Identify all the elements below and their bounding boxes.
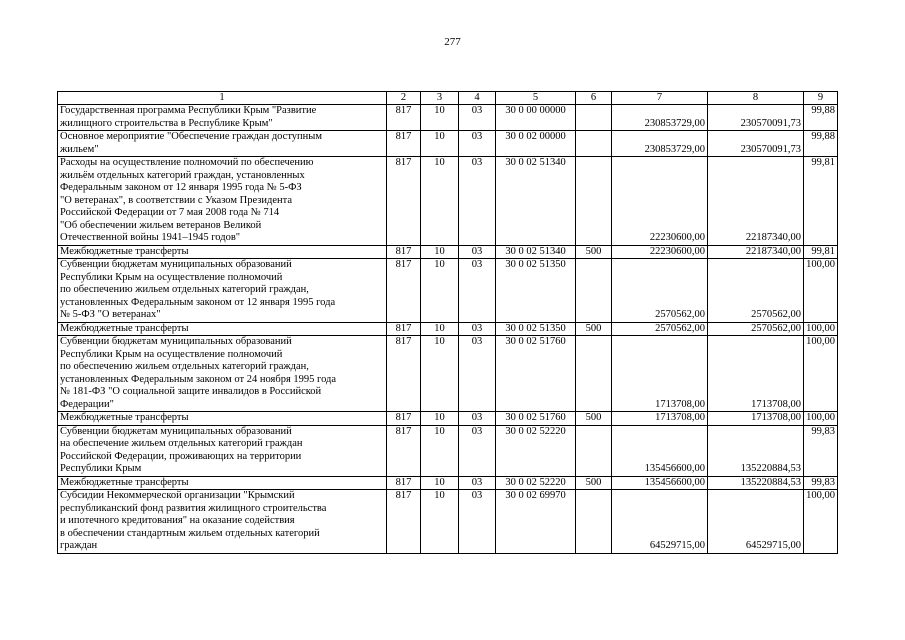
expense-type-cell	[576, 157, 612, 246]
section-code-cell: 10	[421, 336, 459, 412]
actual-amount-cell: 22187340,00	[708, 157, 804, 246]
table-row	[58, 336, 838, 412]
table-row	[58, 412, 838, 426]
header-row	[58, 92, 838, 105]
execution-percent-cell: 99,88	[804, 105, 838, 131]
header-cell: 8	[708, 92, 804, 105]
item-name-cell: Субвенции бюджетам муниципальных образований на обеспечение жильем отдельных категорий граждан Российской Федерации, проживающих на территории Республики Крым	[58, 425, 387, 476]
subsection-code-cell: 03	[459, 322, 496, 336]
table-row	[58, 490, 838, 554]
header-cell: 1	[58, 92, 387, 105]
item-name-cell: Основное мероприятие "Обеспечение граждан доступным жильем"	[58, 131, 387, 157]
expense-type-cell	[576, 490, 612, 554]
planned-amount-cell: 1713708,00	[612, 336, 708, 412]
execution-percent-cell: 99,83	[804, 476, 838, 490]
section-code-cell: 10	[421, 490, 459, 554]
expense-type-cell	[576, 425, 612, 476]
table-row	[58, 259, 838, 323]
section-code-cell: 10	[421, 412, 459, 426]
subsection-code-cell: 03	[459, 245, 496, 259]
ministry-code-cell: 817	[387, 476, 421, 490]
actual-amount-cell: 1713708,00	[708, 336, 804, 412]
budget-table	[57, 91, 838, 554]
header-cell: 3	[421, 92, 459, 105]
ministry-code-cell: 817	[387, 412, 421, 426]
planned-amount-cell: 22230600,00	[612, 245, 708, 259]
ministry-code-cell: 817	[387, 336, 421, 412]
item-name-cell: Расходы на осуществление полномочий по обеспечению жильём отдельных категорий граждан, установленных Федеральным законом от 12 января 1995 года № 5-ФЗ "О ветеранах", в соответствии с Указом Президента Российской Федерации от 7 мая 2008 года № 714 "Об обеспечении жильем ветеранов Великой Отечественной войны 1941–1945 годов"	[58, 157, 387, 246]
execution-percent-cell: 100,00	[804, 336, 838, 412]
ministry-code-cell: 817	[387, 245, 421, 259]
planned-amount-cell: 135456600,00	[612, 425, 708, 476]
planned-amount-cell: 2570562,00	[612, 322, 708, 336]
ministry-code-cell: 817	[387, 131, 421, 157]
target-article-cell: 30 0 02 51760	[496, 412, 576, 426]
planned-amount-cell: 64529715,00	[612, 490, 708, 554]
target-article-cell: 30 0 02 51340	[496, 245, 576, 259]
item-name-cell: Межбюджетные трансферты	[58, 245, 387, 259]
section-code-cell: 10	[421, 259, 459, 323]
subsection-code-cell: 03	[459, 476, 496, 490]
section-code-cell: 10	[421, 425, 459, 476]
actual-amount-cell: 22187340,00	[708, 245, 804, 259]
table-row	[58, 476, 838, 490]
table-row	[58, 131, 838, 157]
target-article-cell: 30 0 02 52220	[496, 476, 576, 490]
actual-amount-cell: 135220884,53	[708, 425, 804, 476]
section-code-cell: 10	[421, 157, 459, 246]
header-cell: 4	[459, 92, 496, 105]
planned-amount-cell: 22230600,00	[612, 157, 708, 246]
item-name-cell: Государственная программа Республики Крым "Развитие жилищного строительства в Республике Крым"	[58, 105, 387, 131]
target-article-cell: 30 0 00 00000	[496, 105, 576, 131]
actual-amount-cell: 135220884,53	[708, 476, 804, 490]
actual-amount-cell: 230570091,73	[708, 105, 804, 131]
execution-percent-cell: 99,83	[804, 425, 838, 476]
target-article-cell: 30 0 02 69970	[496, 490, 576, 554]
planned-amount-cell: 230853729,00	[612, 131, 708, 157]
expense-type-cell	[576, 131, 612, 157]
ministry-code-cell: 817	[387, 490, 421, 554]
expense-type-cell	[576, 259, 612, 323]
header-cell: 5	[496, 92, 576, 105]
planned-amount-cell: 135456600,00	[612, 476, 708, 490]
section-code-cell: 10	[421, 322, 459, 336]
planned-amount-cell: 230853729,00	[612, 105, 708, 131]
table-row	[58, 425, 838, 476]
actual-amount-cell: 1713708,00	[708, 412, 804, 426]
target-article-cell: 30 0 02 51350	[496, 259, 576, 323]
subsection-code-cell: 03	[459, 490, 496, 554]
subsection-code-cell: 03	[459, 131, 496, 157]
header-cell: 2	[387, 92, 421, 105]
subsection-code-cell: 03	[459, 425, 496, 476]
table-row	[58, 157, 838, 246]
actual-amount-cell: 2570562,00	[708, 322, 804, 336]
ministry-code-cell: 817	[387, 157, 421, 246]
actual-amount-cell: 230570091,73	[708, 131, 804, 157]
section-code-cell: 10	[421, 131, 459, 157]
target-article-cell: 30 0 02 51340	[496, 157, 576, 246]
expense-type-cell	[576, 105, 612, 131]
table-row	[58, 322, 838, 336]
execution-percent-cell: 99,88	[804, 131, 838, 157]
execution-percent-cell: 100,00	[804, 259, 838, 323]
execution-percent-cell: 100,00	[804, 412, 838, 426]
section-code-cell: 10	[421, 245, 459, 259]
planned-amount-cell: 2570562,00	[612, 259, 708, 323]
actual-amount-cell: 2570562,00	[708, 259, 804, 323]
execution-percent-cell: 99,81	[804, 245, 838, 259]
target-article-cell: 30 0 02 52220	[496, 425, 576, 476]
item-name-cell: Межбюджетные трансферты	[58, 476, 387, 490]
execution-percent-cell: 99,81	[804, 157, 838, 246]
section-code-cell: 10	[421, 105, 459, 131]
expense-type-cell: 500	[576, 412, 612, 426]
target-article-cell: 30 0 02 00000	[496, 131, 576, 157]
ministry-code-cell: 817	[387, 425, 421, 476]
ministry-code-cell: 817	[387, 322, 421, 336]
item-name-cell: Субвенции бюджетам муниципальных образований Республики Крым на осуществление полномочий по обеспечению жильем отдельных категорий граждан, установленных Федеральным законом от 12 января 1995 года № 5-ФЗ "О ветеранах"	[58, 259, 387, 323]
ministry-code-cell: 817	[387, 259, 421, 323]
table-row	[58, 105, 838, 131]
subsection-code-cell: 03	[459, 259, 496, 323]
ministry-code-cell: 817	[387, 105, 421, 131]
target-article-cell: 30 0 02 51350	[496, 322, 576, 336]
header-cell: 6	[576, 92, 612, 105]
item-name-cell: Субвенции бюджетам муниципальных образований Республики Крым на осуществление полномочий по обеспечению жильем отдельных категорий граждан, установленных Федеральным законом от 24 ноября 1995 года № 181-ФЗ "О социальной защите инвалидов в Российской Федерации"	[58, 336, 387, 412]
expense-type-cell: 500	[576, 322, 612, 336]
section-code-cell: 10	[421, 476, 459, 490]
expense-type-cell: 500	[576, 245, 612, 259]
subsection-code-cell: 03	[459, 157, 496, 246]
item-name-cell: Субсидии Некоммерческой организации "Крымский республиканский фонд развития жилищного строительства и ипотечного кредитования" на оказание содействия в обеспечении стандартным жильем отдельных категорий граждан	[58, 490, 387, 554]
page-number: 277	[444, 36, 461, 48]
execution-percent-cell: 100,00	[804, 490, 838, 554]
actual-amount-cell: 64529715,00	[708, 490, 804, 554]
planned-amount-cell: 1713708,00	[612, 412, 708, 426]
table-row	[58, 245, 838, 259]
expense-type-cell: 500	[576, 476, 612, 490]
header-cell: 9	[804, 92, 838, 105]
target-article-cell: 30 0 02 51760	[496, 336, 576, 412]
subsection-code-cell: 03	[459, 336, 496, 412]
subsection-code-cell: 03	[459, 412, 496, 426]
table-body	[58, 105, 838, 554]
expense-type-cell	[576, 336, 612, 412]
subsection-code-cell: 03	[459, 105, 496, 131]
item-name-cell: Межбюджетные трансферты	[58, 412, 387, 426]
execution-percent-cell: 100,00	[804, 322, 838, 336]
header-cell: 7	[612, 92, 708, 105]
item-name-cell: Межбюджетные трансферты	[58, 322, 387, 336]
